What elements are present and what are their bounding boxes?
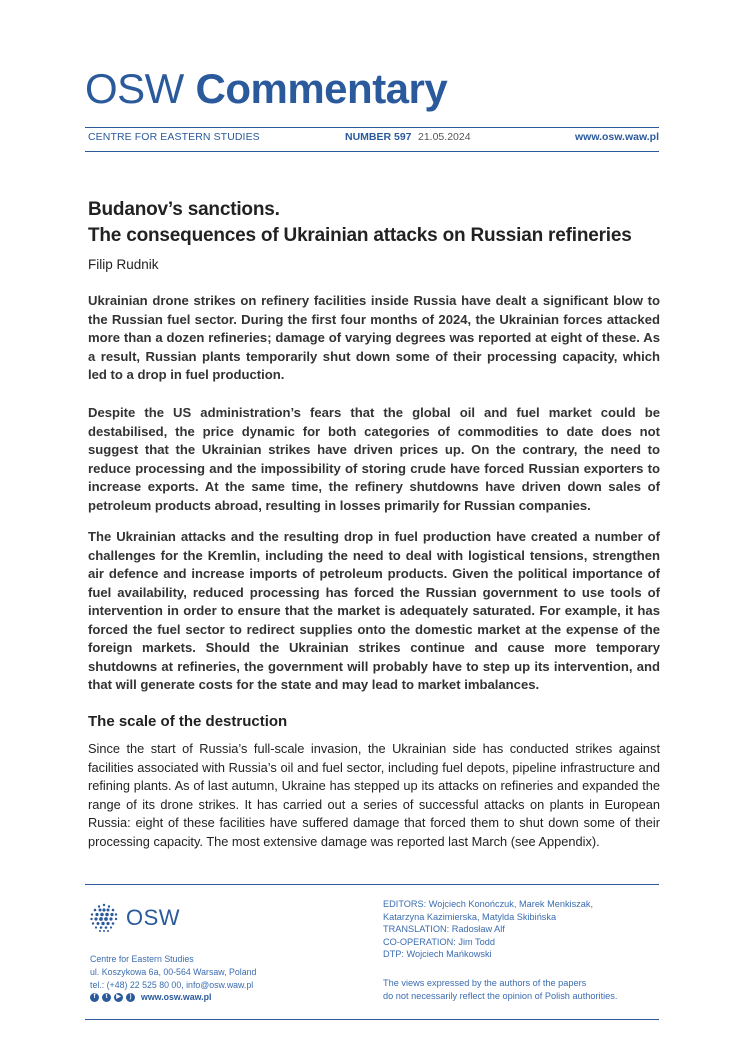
disclaimer-line: do not necessarily reflect the opinion of Polish authorities. (383, 990, 618, 1001)
header-website-link[interactable]: www.osw.waw.pl (574, 131, 659, 143)
article-title-line-2: The consequences of Ukrainian attacks on Russian refineries (88, 225, 632, 246)
masthead-series: Commentary (195, 65, 448, 112)
masthead-title (85, 64, 447, 114)
lead-paragraph-1: Ukrainian drone strikes on refinery facilities inside Russia have dealt a significant blow to the Russian fuel sector. During the first four months of 2024, the Ukrainian forces attacked more than a dozen refineries; damage of varying degrees was reported at eight of these. As a result, Russian plants temporarily shut down some of their processing capacity, which led to a drop in fuel production. (88, 293, 660, 382)
masthead-brand: OSW (85, 65, 184, 112)
section-body: Since the start of Russia’s full-scale invasion, the Ukrainian side has conducted strikes against facilities associated with Russia’s oil and fuel sector, including fuel depots, pipeline infrastructure and refining plants. As of last autumn, Ukraine has stepped up its attacks on refineries and expanded the range of its drone strikes. It has carried out a series of successful attacks on plants in European Russia: eight of these facilities have suffered damage that forced them to shut down some of their processing capacity. The most extensive damage was reported last March (see Appendix). (88, 741, 660, 849)
credit-line: Katarzyna Kazimierska, Matylda Skibińska (383, 911, 557, 922)
credit-line: TRANSLATION: Radosław Alf (383, 924, 505, 935)
footer-top-rule (85, 884, 659, 885)
rss-icon[interactable]: ) (126, 993, 135, 1002)
org-address: ul. Koszykowa 6a, 00-564 Warsaw, Poland (90, 967, 257, 977)
article-author: Filip Rudnik (88, 257, 159, 272)
header-top-rule (85, 127, 659, 128)
logo-text: OSW (126, 905, 181, 930)
credit-line: EDITORS: Wojciech Konończuk, Marek Menkiszak, (383, 899, 594, 909)
lead-paragraph-2: Despite the US administration’s fears that the global oil and fuel market could be destabilised, the price dynamic for both categories of commodities to date does not suggest that the Ukrainian strikes have driven prices up. On the contrary, the need to reduce processing and the impossibility of storing crude have forced Russian exporters to increase exports. At the same time, the refinery shutdowns have driven down sales of petroleum products abroad, resulting in losses primarily for Russian companies. (88, 405, 660, 513)
section-heading: The scale of the destruction (88, 713, 288, 730)
globe-dots-icon (88, 902, 120, 934)
org-name: Centre for Eastern Studies (90, 954, 194, 964)
issue-date: 21.05.2024 (418, 131, 471, 143)
footer-website-link[interactable]: www.osw.waw.pl (141, 992, 212, 1002)
lead-paragraph-3: The Ukrainian attacks and the resulting drop in fuel production have created a number of challenges for the Kremlin, including the need to deal with logistical tensions, strengthen air defence and increase imports of petroleum products. Given the political importance of fuel availability, reduced processing has forced the Russian government to use tools of intervention in order to ensure that the market is adequately saturated. For example, it has forced the fuel sector to redirect supplies onto the domestic market at the expense of the foreign markets. Should the Ukrainian strikes continue and cause more temporary shutdowns at refineries, the government will probably have to step up its intervention, and that will generate costs for the state and may lead to market imbalances. (88, 529, 660, 692)
editorial-credits (383, 898, 593, 961)
article-title-line-1: Budanov’s sanctions. (88, 199, 280, 220)
issue-number: NUMBER 597 (345, 131, 412, 143)
youtube-icon[interactable]: ▶ (114, 993, 123, 1002)
header-bottom-rule (85, 151, 659, 152)
disclaimer (383, 977, 617, 1002)
credit-line: DTP: Wojciech Mańkowski (383, 949, 492, 960)
twitter-icon[interactable]: t (102, 993, 111, 1002)
osw-logo (88, 902, 180, 934)
footer-bottom-rule (85, 1019, 659, 1020)
org-contact: tel.: (+48) 22 525 80 00, info@osw.waw.pl (90, 980, 254, 990)
centre-label: CENTRE FOR EASTERN STUDIES (88, 131, 260, 143)
social-links (90, 992, 211, 1002)
credit-line: CO-OPERATION: Jim Todd (383, 936, 495, 947)
info-bar (85, 131, 659, 147)
footer-address-block (90, 953, 256, 992)
facebook-icon[interactable]: f (90, 993, 99, 1002)
disclaimer-line: The views expressed by the authors of the papers (383, 978, 587, 988)
